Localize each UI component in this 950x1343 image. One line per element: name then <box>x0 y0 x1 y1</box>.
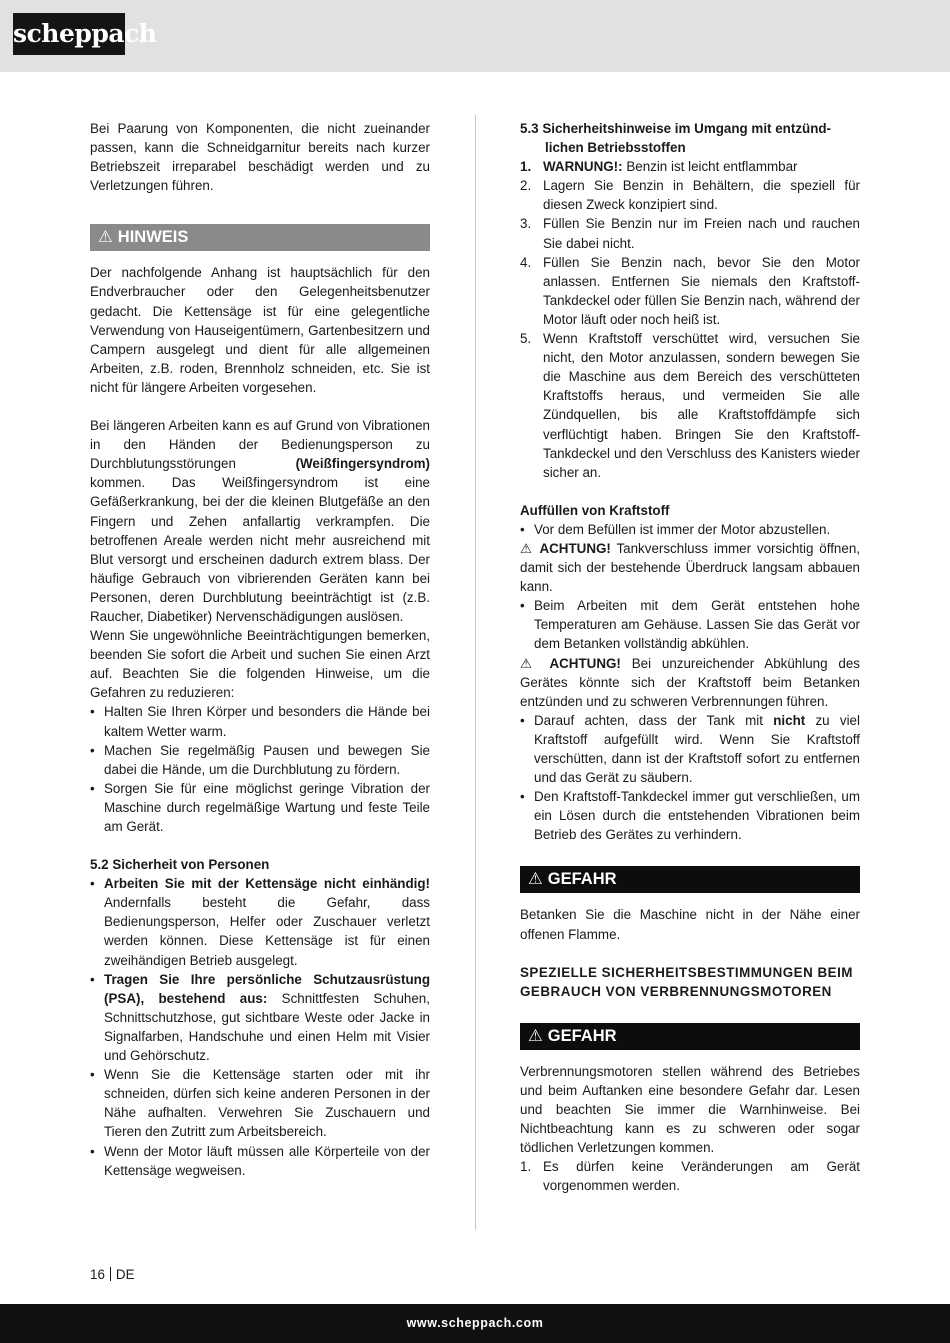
list-item: 2. Lagern Sie Benzin in Behältern, die speziell für diesen Zweck konzipiert sind. <box>520 178 860 213</box>
refuel-list-3 <box>520 711 860 845</box>
list-item: • Wenn der Motor läuft müssen alle Körperteile von der Kettensäge wegweisen. <box>90 1142 430 1180</box>
hinweis-title: HINWEIS <box>117 228 189 247</box>
header-band <box>0 0 950 72</box>
page-number: 16 DE <box>90 1267 135 1282</box>
refuel-heading: Auffüllen von Kraftstoff <box>520 502 670 518</box>
list-item: 1. WARNUNG!: Benzin ist leicht entflammbar <box>520 159 798 175</box>
vibration-paragraph: Bei längeren Arbeiten kann es auf Grund von Vibrationen in den Händen der Bedienungsperson zu Durchblutungsstörungen (Weißfingersyndrom) kommen. Das Weißfingersyndrom ist eine Gefäßerkrankung, bei der die kleinen Blutgefäße an den Fingern und Zehen anfallartig verkrampfen. Die betroffenen Areale werden nicht mehr ausreichend mit Blut versorgt und erscheinen dadurch extrem blass. Der häufige Gebrauch von vibrierenden Geräten kann bei Personen, deren Durchblutung beeinträchtigt ist (z.B. Raucher, Diabetiker) Nervenschädigungen auslösen. <box>90 418 430 624</box>
list-item: 3. Füllen Sie Benzin nur im Freien nach und rauchen Sie dabei nicht. <box>520 216 860 251</box>
gefahr-paragraph-2: Verbrennungsmotoren stellen während des Betriebes und beim Auftanken eine besondere Gefahr dar. Lesen und beachten Sie immer die Warnhinweise. Bei Nichtbeachtung kann es zu schweren oder sogar tödlichen Verletzungen kommen. <box>520 1063 860 1156</box>
list-item: • Den Kraftstoff-Tankdeckel immer gut verschließen, um ein Lösen durch die entstehenden Vibrationen beim Betrieb des Gerätes zu verhindern. <box>520 787 860 844</box>
warning-icon: ⚠ <box>520 655 550 671</box>
fuel-safety-list <box>520 157 860 482</box>
refuel-list-1 <box>520 520 860 539</box>
right-column <box>520 119 860 1196</box>
list-item: • Darauf achten, dass der Tank mit nicht zu viel Kraftstoff aufgefüllt wird. Wenn Sie Kraftstoff verschütten, dann ist der Kraftstoff sofort zu entfernen und das Gerät zu säubern. <box>520 711 860 787</box>
section-5-2-heading: 5.2 Sicherheit von Personen <box>90 857 270 873</box>
list-item: • Wenn Sie die Kettensäge starten oder mit ihr schneiden, dürfen sich keine anderen Personen in der Nähe aufhalten. Verwehren Sie Zuschauern und Tieren den Zutritt zum Arbeitsbereich. <box>90 1065 430 1141</box>
list-item: 5. Wenn Kraftstoff verschüttet wird, versuchen Sie nicht, den Motor anzulassen, sondern bewegen Sie die Maschine aus dem Bereich des verschütteten Kraftstoffs heraus, und vermeiden Sie alle Zündquellen, bis alle Kraftstoffdämpfe sich verflüchtigt haben. Bringen Sie den Kraftstoff-Tankdeckel und den Verschluss des Kanisters wieder sicher an. <box>520 331 860 480</box>
list-item: 1. Es dürfen keine Veränderungen am Gerät vorgenommen werden. <box>520 1159 860 1194</box>
column-divider <box>475 115 476 1230</box>
list-item: • Beim Arbeiten mit dem Gerät entstehen hohe Temperaturen am Gehäuse. Lassen Sie das Gerät vor dem Betanken vollständig abkühlen. <box>520 596 860 653</box>
list-item: • Tragen Sie Ihre persönliche Schutzausrüstung (PSA), bestehend aus: Schnittfesten Schuhen, Schnittschutzhose, gut sichtbare Weste oder Jacke in Signalfarben, Handschuhe und einen Helm mit Visier und Gehörschutz. <box>90 970 430 1065</box>
tips-list <box>90 702 430 836</box>
hinweis-banner <box>90 224 430 251</box>
list-item: 4. Füllen Sie Benzin nach, bevor Sie den Motor anlassen. Entfernen Sie niemals den Kraftstoff-Tankdeckel oder füllen Sie Benzin nach, während der Motor läuft oder noch heiß ist. <box>520 254 860 327</box>
engine-list <box>520 1157 860 1195</box>
list-item: • Vor dem Befüllen ist immer der Motor abzustellen. <box>520 520 860 539</box>
warning-icon: ⚠ <box>520 540 540 556</box>
gefahr-title: GEFAHR <box>547 1026 617 1045</box>
special-regulations-heading: SPEZIELLE SICHERHEITSBESTIMMUNGEN BEIM GEBRAUCH VON VERBRENNUNGSMOTOREN <box>520 964 853 999</box>
gefahr-banner-1 <box>520 866 860 893</box>
warning-icon: ⚠ <box>98 228 113 247</box>
warning-icon: ⚠ <box>528 1026 543 1045</box>
list-item: • Arbeiten Sie mit der Kettensäge nicht einhändig! Andernfalls besteht die Gefahr, dass Bedienungsperson, Helfer oder Zuschauer verletzt werden können. Diese Kettensäge ist für einen zweihändigen Betrieb ausgelegt. <box>90 874 430 969</box>
intro-paragraph: Bei Paarung von Komponenten, die nicht zueinander passen, kann die Schneidgarnitur bereits nach kurzer Betriebszeit irreparabel beschädigt werden und zu Verletzungen führen. <box>90 121 430 194</box>
website-link[interactable]: www.scheppach.com <box>406 1316 544 1330</box>
list-item: • Machen Sie regelmäßig Pausen und bewegen Sie dabei die Hände, um die Durchblutung zu fördern. <box>90 741 430 779</box>
gefahr-paragraph-1: Betanken Sie die Maschine nicht in der Nähe einer offenen Flamme. <box>520 907 860 942</box>
hinweis-paragraph: Der nachfolgende Anhang ist hauptsächlich für den Endverbraucher oder den Gelegenheitsbenutzer gedacht. Die Kettensäge ist für eine gelegentliche Verwendung von Hauseigentümern, Gartenbesitzern und Campern ausgelegt und dient für alle allgemeinen Arbeiten, z.B. roden, Brennholz schneiden, etc. Sie ist nicht für längere Arbeiten vorgesehen. <box>90 265 430 395</box>
list-item: • Halten Sie Ihren Körper und besonders die Hände bei kaltem Wetter warm. <box>90 702 430 740</box>
gefahr-banner-2 <box>520 1023 860 1050</box>
personal-safety-list <box>90 874 430 1180</box>
weissfinger-term: (Weißfingersyndrom) <box>295 456 430 472</box>
achtung-paragraph-2: ⚠ ACHTUNG! Bei unzureichender Abkühlung des Gerätes könnte sich der Kraftstoff beim Betanken entzünden und zu schweren Verbrennungen führen. <box>520 655 860 709</box>
gefahr-title: GEFAHR <box>547 870 617 889</box>
left-column <box>90 119 430 1180</box>
scheppach-logo: scheppach <box>13 13 125 55</box>
refuel-list-2 <box>520 596 860 653</box>
footer-band <box>0 1304 950 1343</box>
achtung-paragraph-1: ⚠ ACHTUNG! Tankverschluss immer vorsichtig öffnen, damit sich der bestehende Überdruck langsam abbauen kann. <box>520 540 860 595</box>
section-5-3-heading: 5.3 Sicherheitshinweise im Umgang mit entzünd- lichen Betriebsstoffen <box>520 121 832 156</box>
page-separator <box>110 1267 111 1281</box>
warning-icon: ⚠ <box>528 870 543 889</box>
list-item: • Sorgen Sie für eine möglichst geringe Vibration der Maschine durch regelmäßige Wartung und feste Teile am Gerät. <box>90 779 430 836</box>
symptoms-paragraph: Wenn Sie ungewöhnliche Beeinträchtigungen bemerken, beenden Sie sofort die Arbeit und suchen Sie einen Arzt auf. Beachten Sie die folgenden Hinweise, um die Gefahren zu reduzieren: <box>90 628 430 701</box>
